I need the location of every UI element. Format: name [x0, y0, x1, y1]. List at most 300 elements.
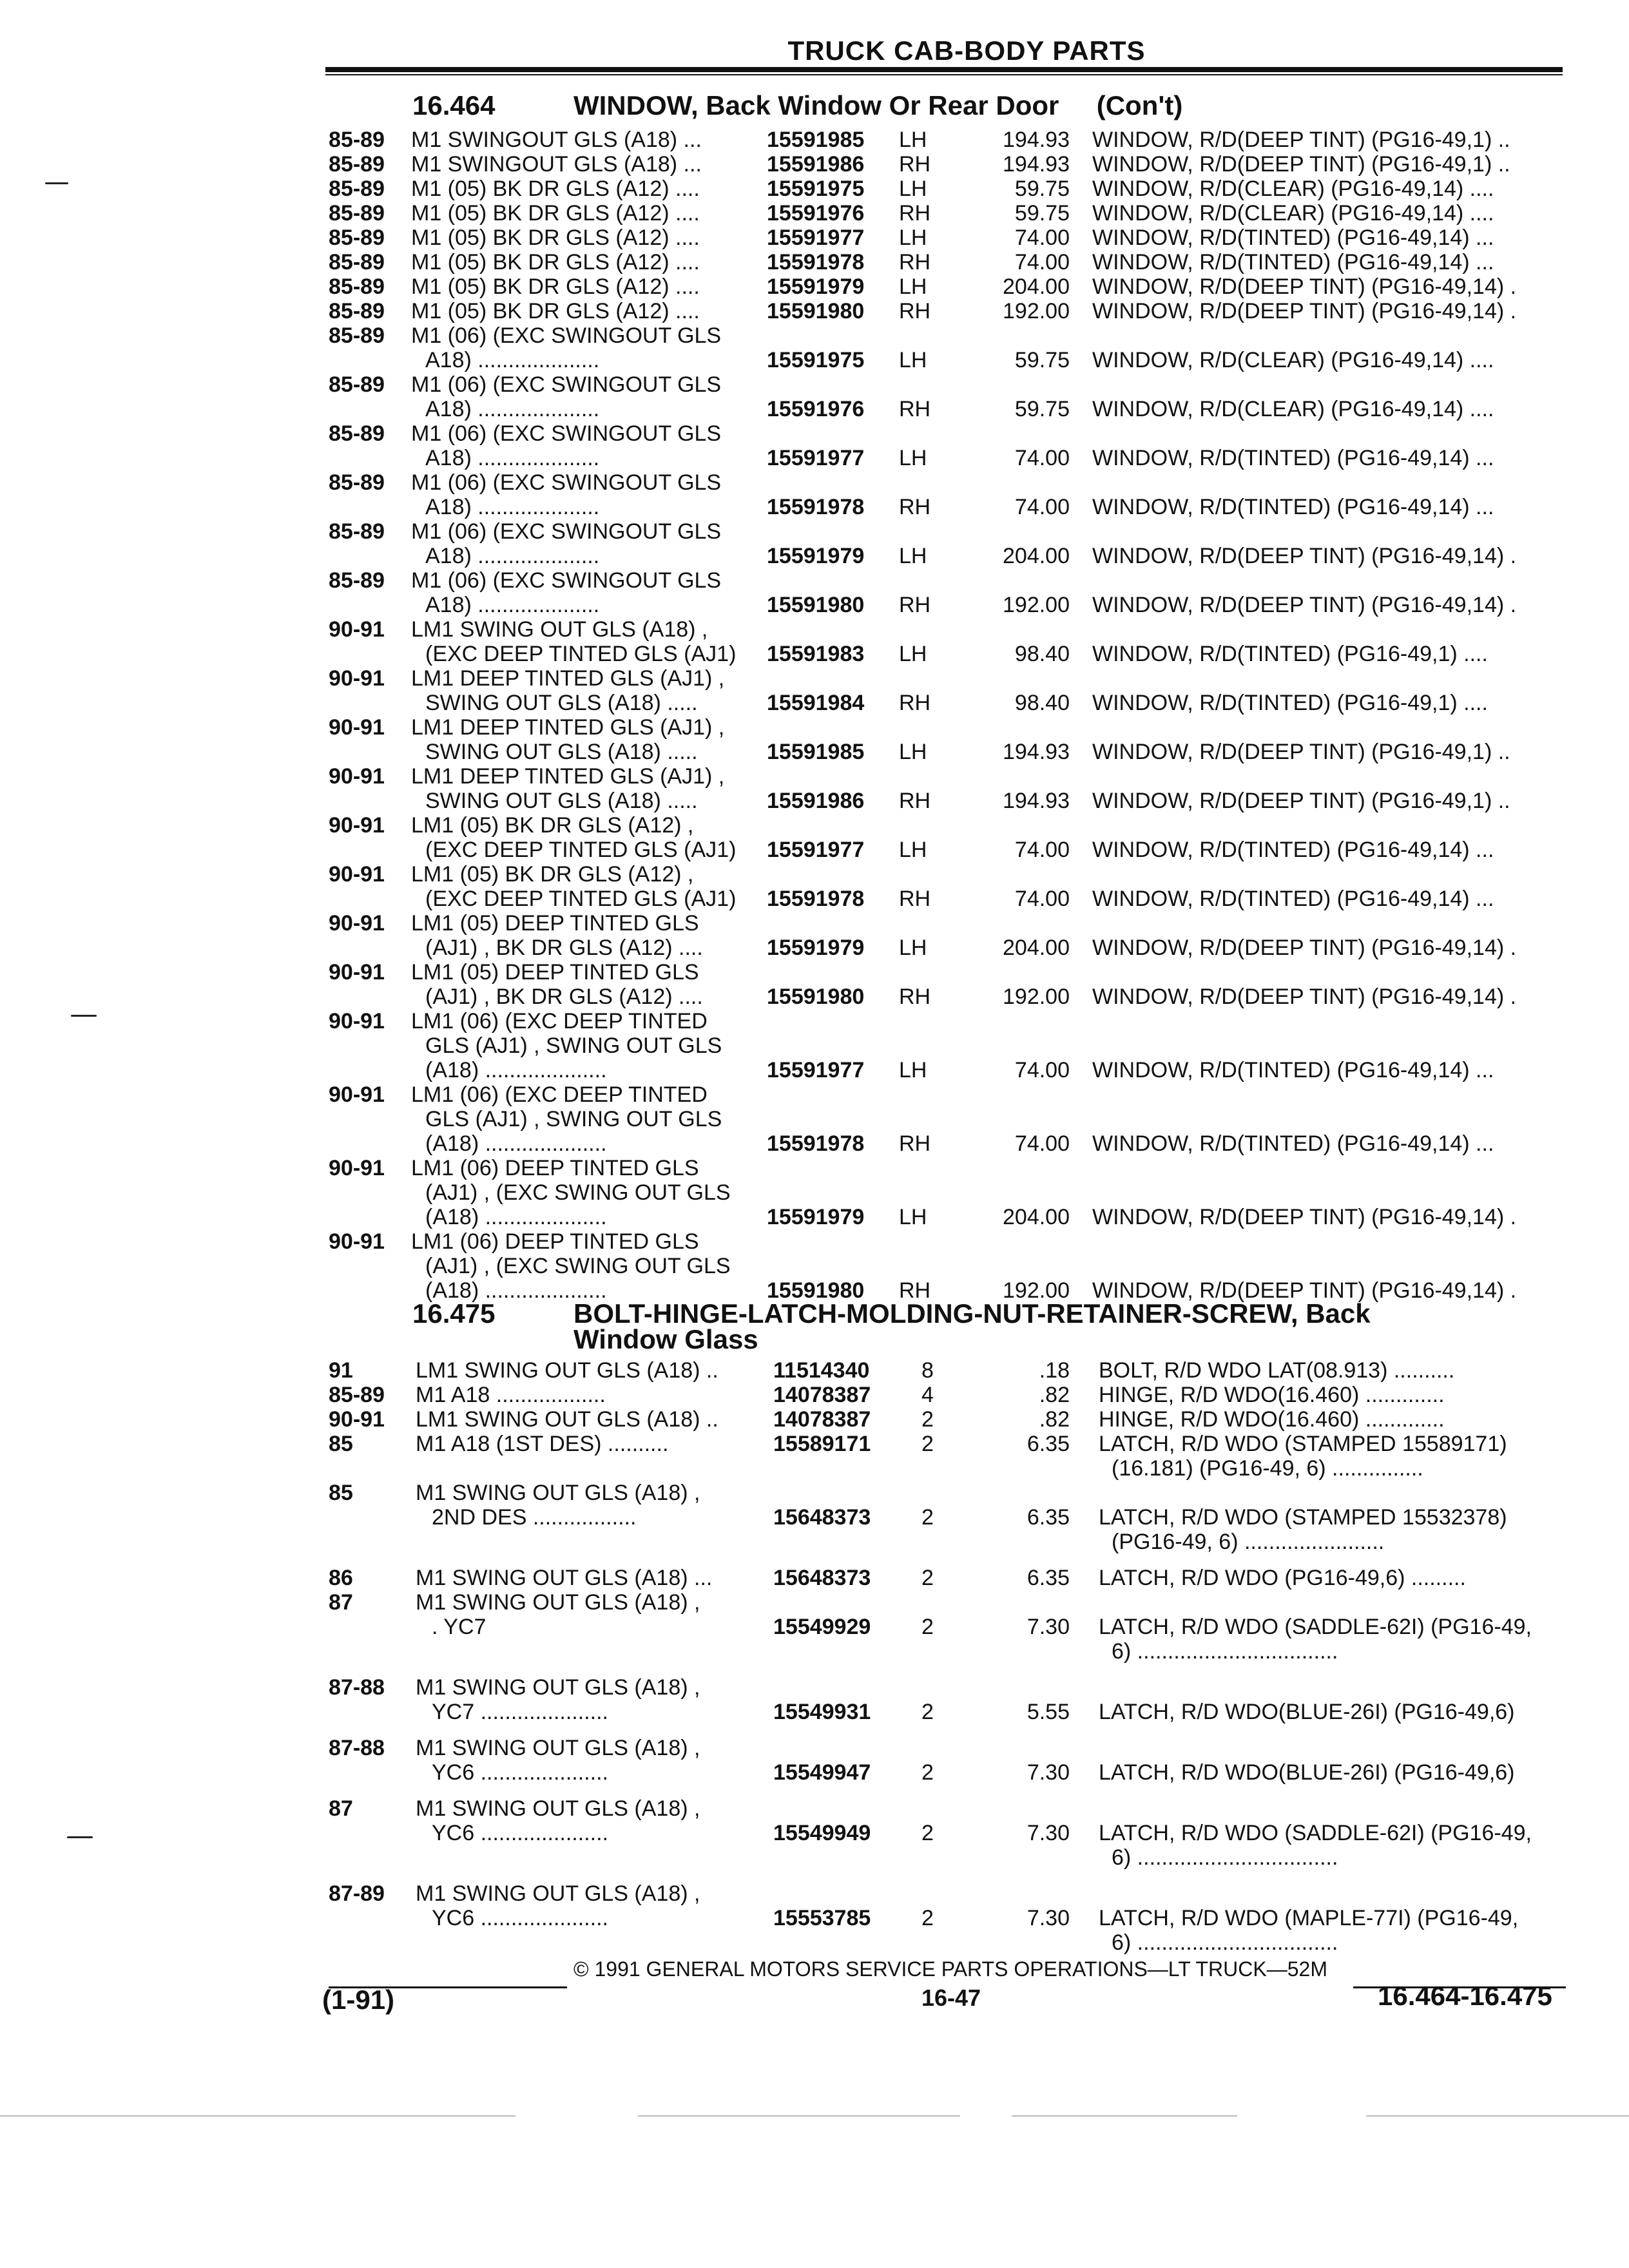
usage-description: LM1 (05) DEEP TINTED GLS	[411, 960, 699, 985]
price: 192.00	[1003, 1278, 1070, 1303]
footer-page-number: 16-47	[921, 1984, 981, 2011]
year-range: 90-91	[329, 617, 385, 642]
year-range: 85	[329, 1432, 353, 1456]
year-range: 85-89	[329, 177, 385, 201]
part-number: 15591977	[767, 226, 865, 250]
usage-description: M1 (06) (EXC SWINGOUT GLS	[411, 568, 722, 593]
parts-row-continued	[329, 1107, 1566, 1131]
service-description: WINDOW, R/D(TINTED) (PG16-49,1) ....	[1092, 691, 1488, 715]
part-number: 15591976	[767, 397, 865, 421]
usage-description-cont: (A18) ....................	[425, 1131, 607, 1156]
side: LH	[899, 838, 927, 862]
usage-description: LM1 (05) BK DR GLS (A12) ,	[411, 862, 694, 887]
part-number: 15591977	[767, 838, 865, 862]
scan-artifact-line	[638, 2115, 960, 2117]
quantity: 2	[921, 1566, 934, 1590]
section-title-16-475	[412, 1298, 1371, 1329]
price: 192.00	[1003, 985, 1070, 1009]
service-description: WINDOW, R/D(TINTED) (PG16-49,14) ...	[1092, 250, 1494, 274]
part-number: 15591984	[767, 691, 865, 715]
parts-row	[329, 1736, 1566, 1760]
section-16-464-table	[329, 128, 1566, 1303]
parts-row	[329, 323, 1566, 348]
price: 204.00	[1003, 1205, 1070, 1229]
part-number: 15589171	[773, 1432, 871, 1456]
usage-description: M1 (06) (EXC SWINGOUT GLS	[411, 519, 722, 544]
year-range: 85-89	[329, 128, 385, 152]
parts-row-continued	[329, 1456, 1566, 1481]
service-description: BOLT, R/D WDO LAT(08.913) ..........	[1099, 1358, 1455, 1383]
quantity: 2	[921, 1821, 934, 1845]
usage-description: LM1 DEEP TINTED GLS (AJ1) ,	[411, 715, 725, 740]
section-name: BOLT-HINGE-LATCH-MOLDING-NUT-RETAINER-SCREW, Back	[574, 1298, 1371, 1329]
margin-mark	[45, 182, 68, 184]
service-description: WINDOW, R/D(DEEP TINT) (PG16-49,1) ..	[1092, 789, 1510, 813]
parts-row	[329, 1796, 1566, 1821]
parts-row	[329, 1432, 1566, 1456]
price: 192.00	[1003, 299, 1070, 323]
parts-row-continued	[329, 642, 1566, 666]
part-number: 15591977	[767, 446, 865, 470]
part-number: 15591980	[767, 593, 865, 617]
quantity: 2	[921, 1432, 934, 1456]
service-description: LATCH, R/D WDO(BLUE-26I) (PG16-49,6)	[1099, 1700, 1515, 1724]
price: 74.00	[1014, 1131, 1070, 1156]
price: 6.35	[1027, 1566, 1070, 1590]
usage-description-cont: SWING OUT GLS (A18) .....	[425, 691, 698, 715]
year-range: 90-91	[329, 1229, 385, 1254]
service-description: WINDOW, R/D(TINTED) (PG16-49,14) ...	[1092, 226, 1494, 250]
usage-description: LM1 SWING OUT GLS (A18) ..	[416, 1358, 718, 1383]
side: LH	[899, 348, 927, 372]
usage-description: LM1 DEEP TINTED GLS (AJ1) ,	[411, 764, 725, 789]
usage-description-cont: (EXC DEEP TINTED GLS (AJ1)	[425, 838, 737, 862]
price: .18	[1039, 1358, 1070, 1383]
usage-description-cont: A18) ....................	[425, 593, 600, 617]
year-range: 85-89	[329, 470, 385, 495]
usage-description: M1 (06) (EXC SWINGOUT GLS	[411, 372, 722, 397]
usage-description: M1 SWINGOUT GLS (A18) ...	[411, 128, 702, 152]
side: RH	[899, 887, 931, 911]
header-rule-thin	[325, 74, 1563, 75]
price: 59.75	[1014, 397, 1070, 421]
usage-description-cont: (EXC DEEP TINTED GLS (AJ1)	[425, 642, 737, 666]
part-number: 15553785	[773, 1906, 871, 1930]
side: LH	[899, 1058, 927, 1082]
side: RH	[899, 1278, 931, 1303]
year-range: 85-89	[329, 226, 385, 250]
year-range: 90-91	[329, 911, 385, 936]
service-description: WINDOW, R/D(DEEP TINT) (PG16-49,14) .	[1092, 1278, 1517, 1303]
year-range: 90-91	[329, 960, 385, 985]
service-description: WINDOW, R/D(TINTED) (PG16-49,14) ...	[1092, 838, 1494, 862]
part-number: 15648373	[773, 1566, 871, 1590]
usage-description: M1 SWING OUT GLS (A18) ,	[416, 1675, 700, 1700]
service-description-cont: 6) .................................	[1112, 1639, 1338, 1664]
side: RH	[899, 397, 931, 421]
parts-row-continued	[329, 1930, 1566, 1955]
year-range: 86	[329, 1566, 353, 1590]
quantity: 2	[921, 1700, 934, 1724]
usage-description-cont: (AJ1) , BK DR GLS (A12) ....	[425, 936, 703, 960]
parts-row	[329, 911, 1566, 936]
parts-row	[329, 274, 1566, 299]
side: LH	[899, 274, 927, 299]
side: LH	[899, 936, 927, 960]
section-16-475-table	[329, 1358, 1566, 1966]
year-range: 90-91	[329, 862, 385, 887]
part-number: 14078387	[773, 1407, 871, 1432]
usage-description-cont: (AJ1) , (EXC SWING OUT GLS	[425, 1180, 731, 1205]
parts-row-continued	[329, 1205, 1566, 1229]
usage-description: M1 (05) BK DR GLS (A12) ....	[411, 299, 700, 323]
part-number: 15549931	[773, 1700, 871, 1724]
side: LH	[899, 642, 927, 666]
usage-description-cont: YC6 .....................	[432, 1906, 608, 1930]
usage-description: M1 (05) BK DR GLS (A12) ....	[411, 226, 700, 250]
price: 74.00	[1014, 887, 1070, 911]
service-description: WINDOW, R/D(DEEP TINT) (PG16-49,14) .	[1092, 936, 1517, 960]
parts-row	[329, 666, 1566, 691]
service-description: WINDOW, R/D(DEEP TINT) (PG16-49,14) .	[1092, 299, 1517, 323]
service-description: LATCH, R/D WDO (PG16-49,6) .........	[1099, 1566, 1466, 1590]
service-description: WINDOW, R/D(CLEAR) (PG16-49,14) ....	[1092, 348, 1494, 372]
part-number: 15591980	[767, 299, 865, 323]
year-range: 87-89	[329, 1881, 385, 1906]
price: 74.00	[1014, 1058, 1070, 1082]
parts-row-continued	[329, 1700, 1566, 1724]
side: RH	[899, 299, 931, 323]
section-number: 16.464	[412, 90, 496, 120]
usage-description: LM1 DEEP TINTED GLS (AJ1) ,	[411, 666, 725, 691]
side: RH	[899, 789, 931, 813]
usage-description-cont: . YC7	[432, 1615, 487, 1639]
parts-row	[329, 764, 1566, 789]
usage-description: M1 SWING OUT GLS (A18) ,	[416, 1481, 700, 1505]
parts-row	[329, 617, 1566, 642]
usage-description: M1 (05) BK DR GLS (A12) ....	[411, 274, 700, 299]
part-number: 15591979	[767, 1205, 865, 1229]
part-number: 15591979	[767, 936, 865, 960]
service-description: LATCH, R/D WDO (SADDLE-62I) (PG16-49,	[1099, 1615, 1532, 1639]
year-range: 90-91	[329, 764, 385, 789]
side: RH	[899, 985, 931, 1009]
usage-description-cont: SWING OUT GLS (A18) .....	[425, 789, 698, 813]
parts-row-continued	[329, 1505, 1566, 1530]
price: 74.00	[1014, 250, 1070, 274]
parts-row-continued	[329, 397, 1566, 421]
footer-section-range: 16.464-16.475	[1378, 1981, 1552, 2011]
quantity: 2	[921, 1407, 934, 1432]
service-description: WINDOW, R/D(DEEP TINT) (PG16-49,14) .	[1092, 1205, 1517, 1229]
price: 74.00	[1014, 226, 1070, 250]
year-range: 85-89	[329, 201, 385, 226]
side: RH	[899, 593, 931, 617]
parts-row-continued	[329, 1180, 1566, 1205]
scan-artifact-line	[0, 2115, 516, 2117]
usage-description: LM1 (06) (EXC DEEP TINTED	[411, 1009, 708, 1033]
parts-row	[329, 1383, 1566, 1407]
parts-row-continued	[329, 1058, 1566, 1082]
part-number: 15549929	[773, 1615, 871, 1639]
parts-row-continued	[329, 887, 1566, 911]
year-range: 87	[329, 1796, 353, 1821]
year-range: 90-91	[329, 1407, 385, 1432]
year-range: 90-91	[329, 813, 385, 838]
usage-description-cont: A18) ....................	[425, 446, 600, 470]
parts-row-continued	[329, 936, 1566, 960]
usage-description-cont: (AJ1) , BK DR GLS (A12) ....	[425, 985, 703, 1009]
side: RH	[899, 250, 931, 274]
parts-row-continued	[329, 1845, 1566, 1870]
price: 59.75	[1014, 348, 1070, 372]
year-range: 91	[329, 1358, 353, 1383]
price: 7.30	[1027, 1906, 1070, 1930]
price: 7.30	[1027, 1760, 1070, 1785]
year-range: 90-91	[329, 1009, 385, 1033]
parts-row	[329, 1229, 1566, 1254]
service-description: HINGE, R/D WDO(16.460) .............	[1099, 1383, 1445, 1407]
parts-row	[329, 470, 1566, 495]
part-number: 15591975	[767, 177, 865, 201]
price: 6.35	[1027, 1432, 1070, 1456]
year-range: 85-89	[329, 274, 385, 299]
parts-row-continued	[329, 740, 1566, 764]
usage-description: M1 SWINGOUT GLS (A18) ...	[411, 152, 702, 177]
quantity: 2	[921, 1505, 934, 1530]
section-name: WINDOW, Back Window Or Rear Door	[574, 90, 1059, 120]
price: 98.40	[1014, 642, 1070, 666]
quantity: 2	[921, 1615, 934, 1639]
usage-description-cont: GLS (AJ1) , SWING OUT GLS	[425, 1107, 722, 1131]
service-description: LATCH, R/D WDO (STAMPED 15532378)	[1099, 1505, 1507, 1530]
parts-row-continued	[329, 1639, 1566, 1664]
usage-description-cont: YC6 .....................	[432, 1821, 608, 1845]
service-description: WINDOW, R/D(TINTED) (PG16-49,14) ...	[1092, 887, 1494, 911]
year-range: 85-89	[329, 1383, 385, 1407]
parts-row-continued	[329, 985, 1566, 1009]
usage-description: M1 (05) BK DR GLS (A12) ....	[411, 250, 700, 274]
price: 7.30	[1027, 1615, 1070, 1639]
price: 59.75	[1014, 177, 1070, 201]
year-range: 85-89	[329, 299, 385, 323]
parts-row	[329, 421, 1566, 446]
parts-row	[329, 1009, 1566, 1033]
side: RH	[899, 495, 931, 519]
parts-row	[329, 1881, 1566, 1906]
parts-row	[329, 299, 1566, 323]
usage-description: M1 (05) BK DR GLS (A12) ....	[411, 177, 700, 201]
usage-description: LM1 SWING OUT GLS (A18) ,	[411, 617, 708, 642]
parts-row-continued	[329, 1033, 1566, 1058]
part-number: 11514340	[773, 1358, 870, 1383]
part-number: 15591986	[767, 789, 865, 813]
usage-description: LM1 (05) BK DR GLS (A12) ,	[411, 813, 694, 838]
part-number: 15591979	[767, 544, 865, 568]
service-description: WINDOW, R/D(DEEP TINT) (PG16-49,14) .	[1092, 274, 1517, 299]
parts-row-continued	[329, 1821, 1566, 1845]
year-range: 85-89	[329, 519, 385, 544]
usage-description: LM1 (06) DEEP TINTED GLS	[411, 1156, 699, 1180]
part-number: 15591980	[767, 1278, 865, 1303]
parts-row-continued	[329, 1530, 1566, 1554]
usage-description: M1 (06) (EXC SWINGOUT GLS	[411, 323, 722, 348]
parts-row-continued	[329, 789, 1566, 813]
parts-row	[329, 201, 1566, 226]
usage-description-cont: (A18) ....................	[425, 1278, 607, 1303]
side: LH	[899, 544, 927, 568]
year-range: 90-91	[329, 1156, 385, 1180]
parts-row	[329, 1675, 1566, 1700]
service-description: WINDOW, R/D(TINTED) (PG16-49,14) ...	[1092, 446, 1494, 470]
parts-row	[329, 960, 1566, 985]
year-range: 90-91	[329, 715, 385, 740]
usage-description: LM1 (06) DEEP TINTED GLS	[411, 1229, 699, 1254]
price: 204.00	[1003, 936, 1070, 960]
scan-artifact-line	[1366, 2115, 1629, 2117]
part-number: 15591986	[767, 152, 865, 177]
side: RH	[899, 152, 931, 177]
usage-description-cont: A18) ....................	[425, 348, 600, 372]
price: 192.00	[1003, 593, 1070, 617]
part-number: 15648373	[773, 1505, 871, 1530]
parts-row-continued	[329, 838, 1566, 862]
parts-row-continued	[329, 446, 1566, 470]
service-description: WINDOW, R/D(CLEAR) (PG16-49,14) ....	[1092, 177, 1494, 201]
usage-description-cont: SWING OUT GLS (A18) .....	[425, 740, 698, 764]
price: 194.93	[1003, 740, 1070, 764]
year-range: 87	[329, 1590, 353, 1615]
part-number: 15591977	[767, 1058, 865, 1082]
side: LH	[899, 128, 927, 152]
usage-description: M1 A18 ..................	[416, 1383, 606, 1407]
price: 74.00	[1014, 838, 1070, 862]
part-number: 15591978	[767, 250, 865, 274]
usage-description: M1 (05) BK DR GLS (A12) ....	[411, 201, 700, 226]
service-description: WINDOW, R/D(DEEP TINT) (PG16-49,14) .	[1092, 985, 1517, 1009]
part-number: 15549949	[773, 1821, 871, 1845]
parts-row	[329, 1082, 1566, 1107]
price: 5.55	[1027, 1700, 1070, 1724]
parts-row-continued	[329, 495, 1566, 519]
service-description: WINDOW, R/D(CLEAR) (PG16-49,14) ....	[1092, 397, 1494, 421]
price: 98.40	[1014, 691, 1070, 715]
part-number: 15591985	[767, 128, 865, 152]
usage-description-cont: YC7 .....................	[432, 1700, 608, 1724]
service-description: HINGE, R/D WDO(16.460) .............	[1099, 1407, 1445, 1432]
service-description: WINDOW, R/D(TINTED) (PG16-49,14) ...	[1092, 495, 1494, 519]
footer-copyright: © 1991 GENERAL MOTORS SERVICE PARTS OPERATIONS—LT TRUCK—52M	[574, 1957, 1327, 1981]
parts-row	[329, 177, 1566, 201]
part-number: 15549947	[773, 1760, 871, 1785]
service-description: WINDOW, R/D(DEEP TINT) (PG16-49,1) ..	[1092, 128, 1510, 152]
usage-description-cont: A18) ....................	[425, 397, 600, 421]
parts-row-continued	[329, 1906, 1566, 1930]
parts-row	[329, 1481, 1566, 1505]
side: LH	[899, 446, 927, 470]
price: 204.00	[1003, 544, 1070, 568]
side: RH	[899, 201, 931, 226]
year-range: 85-89	[329, 421, 385, 446]
parts-row	[329, 152, 1566, 177]
year-range: 87-88	[329, 1675, 385, 1700]
section-title-16-475-line2: Window Glass	[574, 1324, 758, 1354]
price: 59.75	[1014, 201, 1070, 226]
part-number: 15591975	[767, 348, 865, 372]
year-range: 90-91	[329, 666, 385, 691]
parts-row-continued	[329, 1131, 1566, 1156]
price: .82	[1039, 1407, 1070, 1432]
parts-row	[329, 568, 1566, 593]
year-range: 85-89	[329, 568, 385, 593]
side: RH	[899, 1131, 931, 1156]
year-range: 87-88	[329, 1736, 385, 1760]
parts-row-continued	[329, 1760, 1566, 1785]
service-description: LATCH, R/D WDO (SADDLE-62I) (PG16-49,	[1099, 1821, 1532, 1845]
part-number: 15591983	[767, 642, 865, 666]
section-continued: (Con't)	[1096, 90, 1183, 120]
parts-row	[329, 1358, 1566, 1383]
usage-description-cont: (A18) ....................	[425, 1058, 607, 1082]
usage-description-cont: 2ND DES .................	[432, 1505, 637, 1530]
year-range: 85-89	[329, 250, 385, 274]
service-description: WINDOW, R/D(DEEP TINT) (PG16-49,14) .	[1092, 593, 1517, 617]
year-range: 85-89	[329, 152, 385, 177]
price: 74.00	[1014, 495, 1070, 519]
price: 194.93	[1003, 152, 1070, 177]
service-description: WINDOW, R/D(TINTED) (PG16-49,14) ...	[1092, 1131, 1494, 1156]
year-range: 85	[329, 1481, 353, 1505]
parts-row	[329, 1156, 1566, 1180]
part-number: 15591978	[767, 495, 865, 519]
section-title-16-464	[412, 90, 1182, 121]
service-description: LATCH, R/D WDO (STAMPED 15589171)	[1099, 1432, 1507, 1456]
part-number: 14078387	[773, 1383, 871, 1407]
parts-row	[329, 715, 1566, 740]
scan-artifact-line	[1012, 2115, 1237, 2117]
parts-row	[329, 250, 1566, 274]
part-number: 15591978	[767, 887, 865, 911]
parts-row	[329, 128, 1566, 152]
footer-date: (1-91)	[322, 1984, 395, 2015]
parts-row	[329, 372, 1566, 397]
service-description: LATCH, R/D WDO (MAPLE-77I) (PG16-49,	[1099, 1906, 1519, 1930]
usage-description-cont: (AJ1) , (EXC SWING OUT GLS	[425, 1254, 731, 1278]
usage-description: LM1 (05) DEEP TINTED GLS	[411, 911, 699, 936]
part-number: 15591985	[767, 740, 865, 764]
usage-description-cont: A18) ....................	[425, 544, 600, 568]
price: 204.00	[1003, 274, 1070, 299]
usage-description: LM1 SWING OUT GLS (A18) ..	[416, 1407, 718, 1432]
service-description: WINDOW, R/D(CLEAR) (PG16-49,14) ....	[1092, 201, 1494, 226]
parts-row-continued	[329, 691, 1566, 715]
usage-description: M1 (06) (EXC SWINGOUT GLS	[411, 421, 722, 446]
side: RH	[899, 691, 931, 715]
parts-row	[329, 519, 1566, 544]
usage-description: M1 (06) (EXC SWINGOUT GLS	[411, 470, 722, 495]
service-description-cont: 6) .................................	[1112, 1930, 1338, 1955]
parts-row	[329, 1590, 1566, 1615]
service-description-cont: (16.181) (PG16-49, 6) ...............	[1112, 1456, 1423, 1481]
quantity: 4	[921, 1383, 934, 1407]
usage-description: M1 SWING OUT GLS (A18) ,	[416, 1796, 700, 1821]
parts-row	[329, 226, 1566, 250]
price: 74.00	[1014, 446, 1070, 470]
side: LH	[899, 1205, 927, 1229]
parts-row	[329, 813, 1566, 838]
page-header-title: TRUCK CAB-BODY PARTS	[787, 35, 1146, 66]
service-description: WINDOW, R/D(DEEP TINT) (PG16-49,14) .	[1092, 544, 1517, 568]
